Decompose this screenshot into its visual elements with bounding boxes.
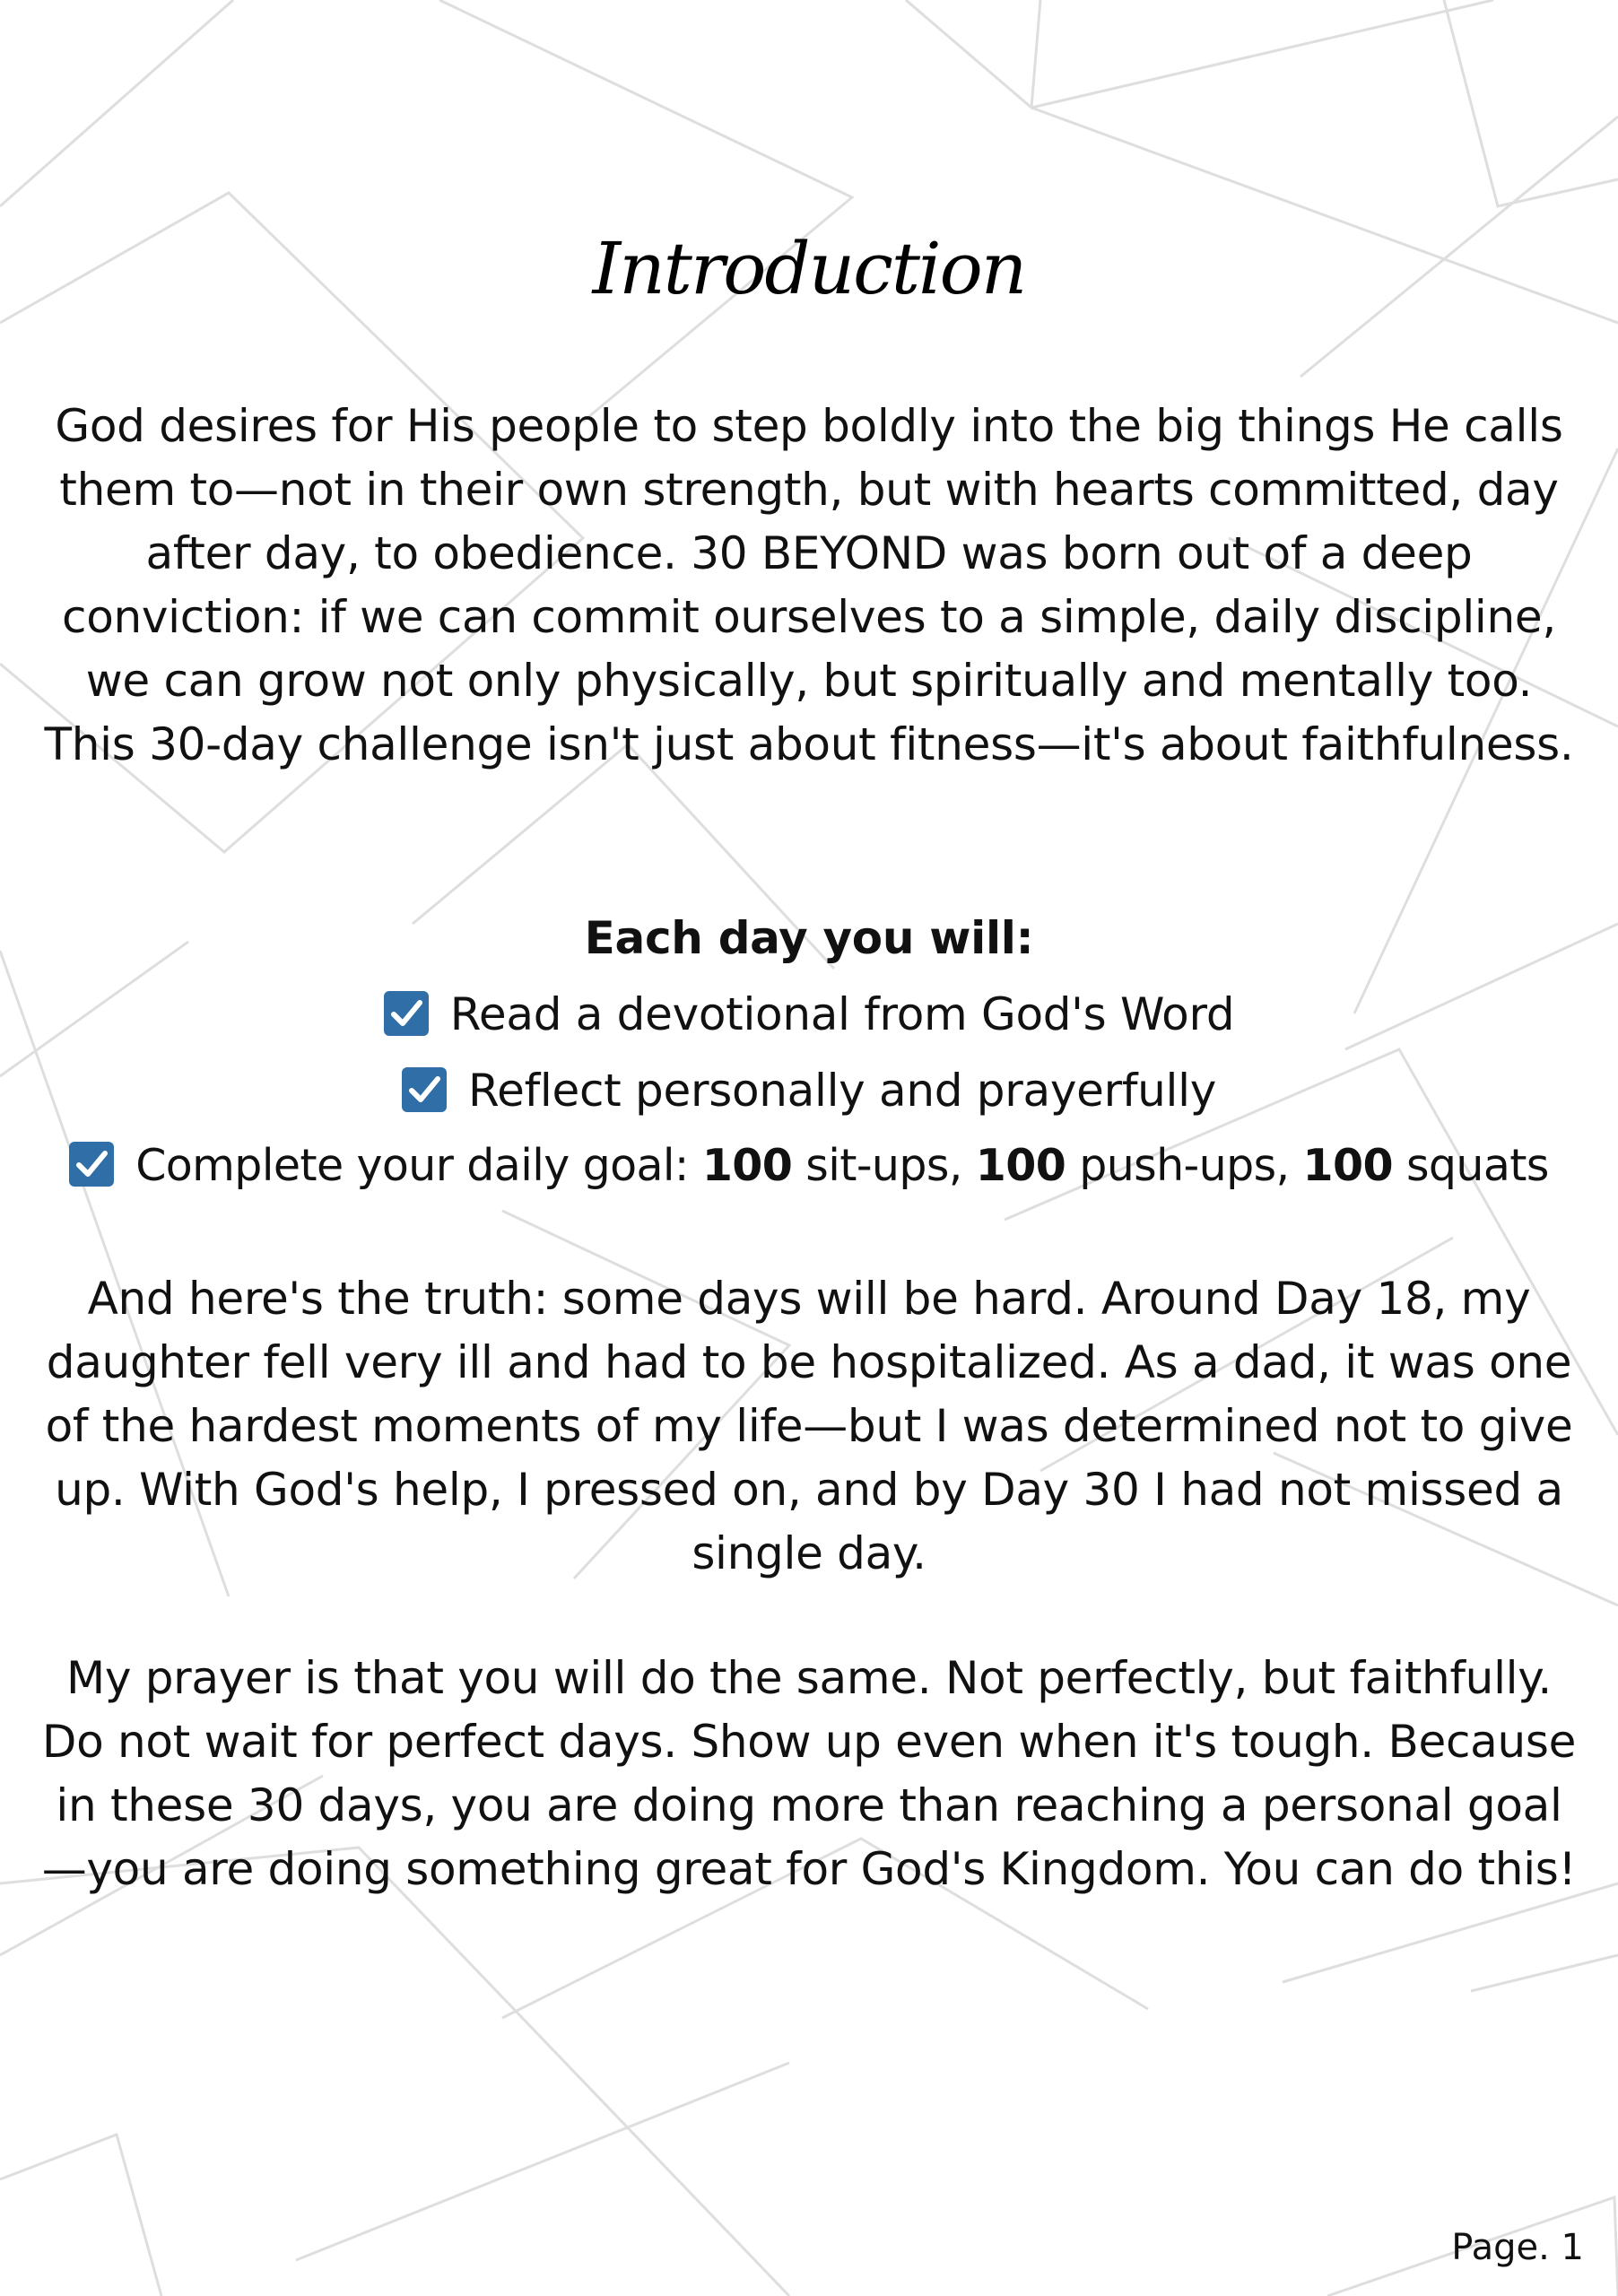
pushups-label: push-ups, (1066, 1140, 1303, 1191)
pushups-count: 100 (975, 1140, 1066, 1191)
situps-count: 100 (701, 1140, 793, 1191)
checklist-item-daily-goal (0, 1134, 1618, 1198)
situps-label: sit-ups, (792, 1140, 976, 1191)
checked-box-icon (384, 991, 429, 1036)
page-number: Page. 1 (1451, 2227, 1584, 2268)
checklist-item-label: Read a devotional from God's Word (449, 988, 1235, 1040)
checked-box-icon (402, 1067, 447, 1112)
intro-paragraph: God desires for His people to step boldly into the big things He calls them to—not in their own strength, but with hearts committed, day after day, to obedience. 30 BEYOND was born out of a deep conviction: if we can commit ourselves to a simple, daily discipline, we can grow not only physically, but spiritually and mentally too. This 30-day challenge isn't just about fitness—it's about faithfulness. (44, 400, 1574, 770)
checked-box-icon (69, 1142, 114, 1187)
squats-count: 100 (1302, 1140, 1393, 1191)
squats-label: squats (1392, 1140, 1549, 1191)
checklist-heading: Each day you will: (584, 912, 1034, 964)
prayer-paragraph: My prayer is that you will do the same. Not perfectly, but faithfully. Do not wait for perfect days. Show up even when it's tough. Because in these 30 days, you are doing more than reaching a personal goal—you are doing something great for God's Kingdom. You can do this! (41, 1652, 1577, 1895)
checklist-item-reflect (0, 1058, 1618, 1123)
goal-prefix: Complete your daily goal: (135, 1140, 702, 1191)
checklist-item-label: Reflect personally and prayerfully (467, 1065, 1217, 1117)
truth-paragraph: And here's the truth: some days will be hard. Around Day 18, my daughter fell very ill and had to be hospitalized. As a dad, it was one of the hardest moments of my life—but I was determined not to give up. With God's help, I pressed on, and by Day 30 I had not missed a single day. (45, 1273, 1573, 1579)
checklist-item-devotional (0, 982, 1618, 1047)
page-title: Introduction (592, 227, 1026, 310)
